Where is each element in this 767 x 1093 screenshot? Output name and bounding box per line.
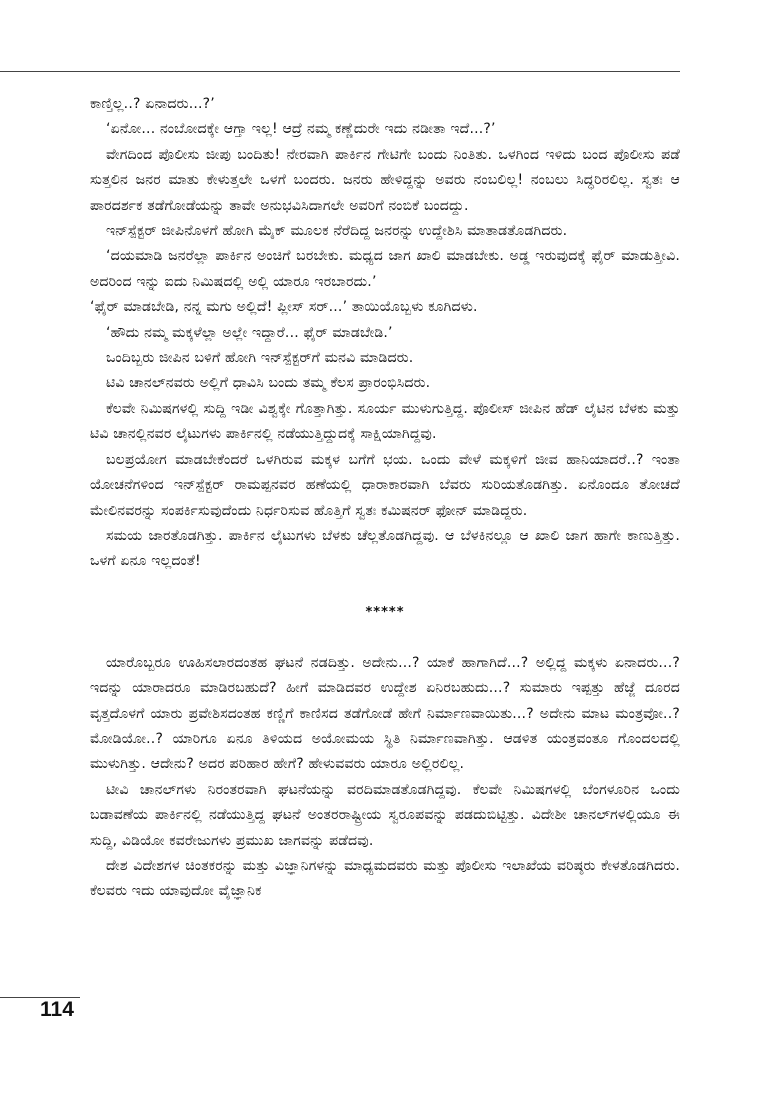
paragraph: ಇನ್‌ಸ್ಪೆಕ್ಟರ್ ಜೀಪಿನೊಳಗೆ ಹೋಗಿ ಮೈಕ್ ಮೂಲಕ ನೆರೆದಿದ್ದ ಜನರನ್ನು ಉದ್ದೇಶಿಸಿ ಮಾತಾಡತೊಡಗಿದರು. [106, 223, 568, 240]
section-separator: ***** [365, 604, 405, 620]
page-body [90, 92, 680, 905]
paragraph: ವೇಗದಿಂದ ಪೊಲೀಸು ಜೀಪು ಬಂದಿತು! ನೇರವಾಗಿ ಪಾರ್ಕಿನ ಗೇಟಿಗೇ ಬಂದು ನಿಂತಿತು. ಒಳಗಿಂದ ಇಳಿದು ಬಂದ ಪೊಲೀಸು ಪಡೆ ಸುತ್ತಲಿನ ಜನರ ಮಾತು ಕೇಳುತ್ತಲೇ ಒಳಗೆ ಬಂದರು. ಜನರು ಹೇಳಿದ್ದನ್ನು ಅವರು ನಂಬಲಿಲ್ಲ! ನಂಬಲು ಸಿದ್ಧರಿರಲಿಲ್ಲ. ಸ್ವತಃ ಆ ಪಾರದರ್ಶಕ ತಡೆಗೋಡೆಯನ್ನು ತಾವೇ ಅನುಭವಿಸಿದಾಗಲೇ ಅವರಿಗೆ ನಂಬಿಕೆ ಬಂದದ್ದು. [90, 146, 680, 214]
paragraph: ಬಲಪ್ರಯೋಗ ಮಾಡಬೇಕೆಂದರೆ ಒಳಗಿರುವ ಮಕ್ಕಳ ಬಗೆಗೆ ಭಯ. ಒಂದು ವೇಳೆ ಮಕ್ಕಳಿಗೆ ಜೀವ ಹಾನಿಯಾದರೆ..? ಇಂತಾ ಯೋಚನೆಗಳಿಂದ ಇನ್‌ಸ್ಪೆಕ್ಟರ್ ರಾಮಪ್ಪನವರ ಹಣೆಯಲ್ಲಿ ಧಾರಾಕಾರವಾಗಿ ಬೆವರು ಸುರಿಯತೊಡಗಿತ್ತು. ಏನೊಂದೂ ತೋಚದೆ ಮೇಲಿನವರನ್ನು ಸಂಪರ್ಕಿಸುವುದೆಂದು ನಿರ್ಧರಿಸುವ ಹೊತ್ತಿಗೆ ಸ್ವತಃ ಕಮಿಷನರ್ ಫೋನ್ ಮಾಡಿದ್ದರು. [90, 451, 680, 519]
paragraph: ಟಿವಿ ಚಾನಲ್‌ನವರು ಅಲ್ಲಿಗೆ ಧಾವಿಸಿ ಬಂದು ತಮ್ಮ ಕೆಲಸ ಪ್ರಾರಂಭಿಸಿದರು. [106, 375, 431, 392]
header-rule [0, 71, 680, 72]
paragraph: ದೇಶ ವಿದೇಶಗಳ ಚಿಂತಕರನ್ನು ಮತ್ತು ವಿಜ್ಞಾನಿಗಳನ್ನು ಮಾಧ್ಯಮದವರು ಮತ್ತು ಪೊಲೀಸು ಇಲಾಖೆಯ ವರಿಷ್ಠರು ಕೇಳತೊಡಗಿದರು. ಕೆಲವರು ಇದು ಯಾವುದೋ ವೈಜ್ಞಾನಿಕ [90, 857, 680, 900]
page-number: 114 [40, 998, 74, 1021]
paragraph: ಯಾರೊಬ್ಬರೂ ಊಹಿಸಲಾರದಂತಹ ಘಟನೆ ನಡದಿತ್ತು. ಅದೇನು...? ಯಾಕೆ ಹಾಗಾಗಿದೆ...? ಅಲ್ಲಿದ್ದ ಮಕ್ಕಳು ಏನಾದರು...? ಇದನ್ನು ಯಾರಾದರೂ ಮಾಡಿರಬಹುದೆ? ಹೀಗೆ ಮಾಡಿದವರ ಉದ್ದೇಶ ಏನಿರಬಹುದು...? ಸುಮಾರು ಇಪ್ಪತ್ತು ಹೆಜ್ಜೆ ದೂರದ ವೃತ್ತದೊಳಗೆ ಯಾರು ಪ್ರವೇಶಿಸದಂತಹ ಕಣ್ಣಿಗೆ ಕಾಣಿಸದ ತಡೆಗೋಡೆ ಹೇಗೆ ನಿರ್ಮಾಣವಾಯಿತು...? ಅದೇನು ಮಾಟ ಮಂತ್ರವೋ..? ಮೋಡಿಯೋ..? ಯಾರಿಗೂ ಏನೂ ತಿಳಿಯದ ಅಯೋಮಯ ಸ್ಥಿತಿ ನಿರ್ಮಾಣವಾಗಿತ್ತು. ಆಡಳಿತ ಯಂತ್ರವಂತೂ ಗೊಂದಲದಲ್ಲಿ ಮುಳುಗಿತ್ತು. ಆದೇನು? ಅದರ ಪರಿಹಾರ ಹೇಗೆ? ಹೇಳುವವರು ಯಾರೂ ಅಲ್ಲಿರಲಿಲ್ಲ. [90, 654, 680, 773]
paragraph: ‘ದಯಮಾಡಿ ಜನರೆಲ್ಲಾ ಪಾರ್ಕಿನ ಅಂಚಿಗೆ ಬರಬೇಕು. ಮಧ್ಯದ ಜಾಗ ಖಾಲಿ ಮಾಡಬೇಕು. ಅಡ್ಡ ಇರುವುದಕ್ಕೆ ಫೈರ್ ಮಾಡುತ್ತೀವಿ. ಅದರಿಂದ ಇನ್ನು ಐದು ನಿಮಿಷದಲ್ಲಿ ಅಲ್ಲಿ ಯಾರೂ ಇರಬಾರದು.’ [90, 248, 680, 290]
paragraph: ‘ಹೌದು ನಮ್ಮ ಮಕ್ಕಳೆಲ್ಲಾ ಅಲ್ಲೇ ಇದ್ದಾರೆ... ಫೈರ್ ಮಾಡಬೇಡಿ.’ [106, 324, 393, 341]
paragraph: ಟೀವಿ ಚಾನಲ್‌ಗಳು ನಿರಂತರವಾಗಿ ಘಟನೆಯನ್ನು ವರದಿಮಾಡತೊಡಗಿದ್ದವು. ಕೆಲವೇ ನಿಮಿಷಗಳಲ್ಲಿ ಬೆಂಗಳೂರಿನ ಒಂದು ಬಡಾವಣೆಯ ಪಾರ್ಕಿನಲ್ಲಿ ನಡೆಯುತ್ತಿದ್ದ ಘಟನೆ ಅಂತರರಾಷ್ಟ್ರೀಯ ಸ್ವರೂಪವನ್ನು ಪಡದುಬಿಟ್ಟಿತ್ತು. ವಿದೇಶೀ ಚಾನಲ್‌ಗಳಲ್ಲಿಯೂ ಈ ಸುದ್ದಿ, ವಿಡಿಯೋ ಕವರೇಜುಗಳು ಪ್ರಮುಖ ಜಾಗವನ್ನು ಪಡೆದವು. [90, 781, 680, 849]
paragraph: ‘ಏನೋ... ನಂಬೋದಕ್ಕೇ ಆಗ್ತಾ ಇಲ್ಲ! ಆದ್ರೆ ನಮ್ಮ ಕಣ್ಣೆದುರೇ ಇದು ನಡೀತಾ ಇದೆ...?’ [106, 121, 496, 138]
paragraph: ಕಾಣ್ತಿಲ್ಲ..? ಏನಾದರು...?’ [90, 96, 215, 112]
paragraph: ಸಮಯ ಜಾರತೊಡಗಿತ್ತು. ಪಾರ್ಕಿನ ಲೈಟುಗಳು ಬೆಳಕು ಚೆಲ್ಲತೊಡಗಿದ್ದವು. ಆ ಬೆಳಕಿನಲ್ಲೂ ಆ ಖಾಲಿ ಜಾಗ ಹಾಗೇ ಕಾಣುತ್ತಿತ್ತು. ಒಳಗೆ ಏನೂ ಇಲ್ಲದಂತೆ! [90, 527, 680, 570]
paragraph: ಕೆಲವೇ ನಿಮಿಷಗಳಲ್ಲಿ ಸುದ್ದಿ ಇಡೀ ವಿಶ್ವಕ್ಕೇ ಗೊತ್ತಾಗಿತ್ತು. ಸೂರ್ಯ ಮುಳುಗುತ್ತಿದ್ದ. ಪೊಲೀಸ್ ಜೀಪಿನ ಹೆಡ್ ಲೈಟಿನ ಬೆಳಕು ಮತ್ತು ಟಿವಿ ಚಾನಲ್ಲಿನವರ ಲೈಟುಗಳು ಪಾರ್ಕಿನಲ್ಲಿ ನಡೆಯುತ್ತಿದ್ದುದಕ್ಕೆ ಸಾಕ್ಷಿಯಾಗಿದ್ದವು. [90, 400, 680, 443]
paragraph: ‘ಫೈರ್ ಮಾಡಬೇಡಿ, ನನ್ನ ಮಗು ಅಲ್ಲಿದೆ! ಪ್ಲೀಸ್ ಸರ್...’ ತಾಯಿಯೊಬ್ಬಳು ಕೂಗಿದಳು. [90, 299, 478, 316]
paragraph: ಒಂದಿಬ್ಬರು ಜೀಪಿನ ಬಳಿಗೆ ಹೋಗಿ ಇನ್‌ಸ್ಪೆಕ್ಟರ್‌ಗೆ ಮನವಿ ಮಾಡಿದರು. [106, 350, 414, 367]
